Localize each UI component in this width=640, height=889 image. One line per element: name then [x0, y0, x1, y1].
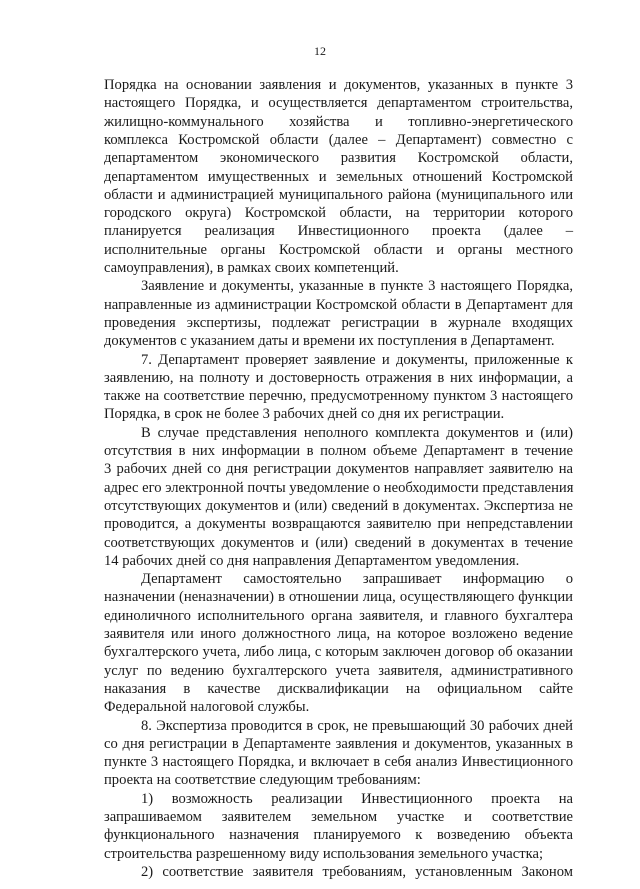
text-line: 2) соответствие заявителя требованиям, установленным Законом	[141, 863, 573, 880]
text-line: Порядка на основании заявления и документов, указанных в пункте 3	[104, 77, 573, 93]
text-line: 14 рабочих дней со дня направления Департаментом уведомления.	[104, 552, 520, 569]
page-number: 12	[314, 44, 326, 58]
text-line: бухгалтерского учета, либо лица, с которым заключен договор об оказании	[104, 644, 573, 661]
text-line: назначении (неназначении) в отношении лица, осуществляющего функции	[104, 589, 573, 606]
text-line: департаментом экономического развития Костромской области,	[104, 150, 573, 167]
text-line: 1) возможность реализации Инвестиционного проекта на	[141, 790, 573, 807]
text-line: заявлению, на полноту и достоверность отражения в них информации, а	[104, 369, 573, 386]
text-line: настоящего Порядка, и осуществляется департаментом строительства,	[104, 95, 573, 112]
text-line: В случае представления неполного комплекта документов и (или)	[141, 424, 573, 441]
text-line: отсутствующих документов и (или) сведений в документах. Экспертиза не	[104, 497, 573, 514]
text-line: городского округа) Костромской области, на территории которого	[104, 205, 573, 222]
text-line: проекта на соответствие следующим требованиям:	[104, 772, 421, 789]
text-line: самоуправления), в рамках своих компетенций.	[104, 260, 399, 276]
text-line: со дня регистрации в Департаменте заявления и документов, указанных в	[104, 735, 573, 752]
text-line: жилищно-коммунального хозяйства и топливно-энергетического	[104, 113, 573, 130]
text-line: исполнительные органы Костромской области и органы местного	[104, 241, 573, 258]
text-line: единоличного исполнительного органа заявителя, и главного бухгалтера	[104, 607, 573, 624]
text-line: области и администрацией муниципального района (муниципального или	[104, 186, 573, 203]
text-line: заявителя или иного должностного лица, на которое возложено ведение	[104, 626, 573, 642]
text-line: пункте 3 настоящего Порядка, и включает в себя анализ Инвестиционного	[104, 754, 573, 771]
text-line: отсутствия в них информации в полном объеме Департамент в течение	[104, 443, 573, 459]
text-line: запрашиваемом заявителем земельном участке и соответствие	[104, 809, 573, 825]
text-line: Федеральной налоговой службы.	[104, 699, 310, 716]
text-line: документов с указанием даты и времени их поступления в Департамент.	[104, 333, 555, 350]
text-line: Заявление и документы, указанные в пункте 3 настоящего Порядка,	[141, 278, 573, 295]
text-line: Департамент самостоятельно запрашивает информацию о	[141, 571, 573, 588]
text-line: 8. Экспертиза проводится в срок, не превышающий 30 рабочих дней	[141, 717, 573, 734]
text-line: направленные из администрации Костромской области в Департамент для	[104, 296, 573, 313]
text-line: проведения экспертизы, подлежат регистрации в журнале входящих	[104, 314, 573, 331]
text-line: проводится, а документы возвращаются заявителю при непредставлении	[104, 516, 573, 533]
text-line: услуг по ведению бухгалтерского учета заявителя, административного	[104, 662, 573, 679]
text-line: 3 рабочих дней со дня регистрации документов направляет заявителю на	[104, 461, 573, 478]
text-line: комплекса Костромской области (далее – Департамент) совместно с	[104, 131, 573, 148]
text-line: адрес его электронной почты уведомление о необходимости представления	[104, 479, 574, 496]
text-line: строительства разрешенному виду использования земельного участка;	[104, 845, 544, 862]
text-line: соответствующих документов и (или) сведений в документах в течение	[104, 534, 573, 551]
text-line: департаментом имущественных и земельных отношений Костромской	[104, 168, 573, 185]
text-line: Порядка, в срок не более 3 рабочих дней со дня их регистрации.	[104, 406, 505, 423]
text-line: также на соответствие перечню, предусмотренному пунктом 3 настоящего	[104, 388, 573, 405]
text-line: функционального назначения планируемого к возведению объекта	[104, 827, 573, 844]
text-line: 7. Департамент проверяет заявление и документы, приложенные к	[141, 351, 573, 368]
text-line: наказания в качестве дисквалификации на официальном сайте	[104, 680, 573, 697]
text-line: планируется реализация Инвестиционного проекта (далее –	[104, 223, 573, 240]
